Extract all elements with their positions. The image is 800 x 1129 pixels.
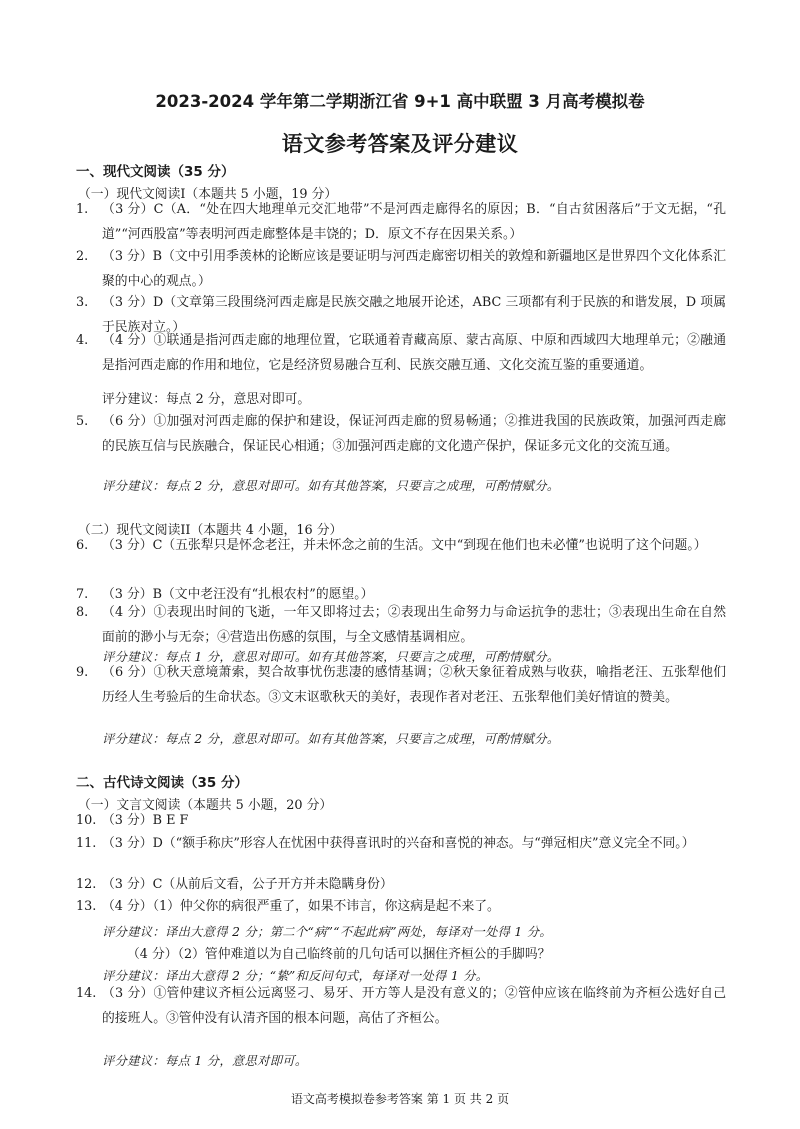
item-number: 11. xyxy=(76,836,97,851)
item-number: 7. xyxy=(76,587,89,602)
scoring-note-8: 评分建议：每点 1 分，意思对即可。如有其他答案，只要言之成理，可酌情赋分。 xyxy=(102,650,560,664)
scoring-note-5: 评分建议：每点 2 分，意思对即可。如有其他答案，只要言之成理，可酌情赋分。 xyxy=(102,479,560,493)
answer-item-12 xyxy=(76,873,726,898)
item-text: （3 分）①管仲建议齐桓公远离竖刁、易牙、开方等人是没有意义的；②管仲应该在临终前为齐桓公选好自己的接班人。③管仲没有认清齐国的根本问题，高估了齐桓公。 xyxy=(102,986,726,1026)
item-number: 9. xyxy=(76,665,89,680)
item-text: （3 分）B E F xyxy=(102,813,189,828)
item-text: （4 分）①联通是指河西走廊的地理位置，它联通着青藏高原、蒙古高原、中原和西域四大地理单元；②融通是指河西走廊的作用和地位，它是经济贸易融合互利、民族交融互通、文化交流互鉴的重要通道。 xyxy=(102,333,726,373)
item-text: （3 分）C（五张犁只是怀念老汪，并未怀念之前的生活。文中“到现在他们也未必懂”也说明了这个问题。） xyxy=(102,538,707,553)
answer-item-5 xyxy=(76,410,726,459)
item-text: （6 分）①秋天意境萧索，契合故事忧伤悲凄的感情基调；②秋天象征着成熟与收获，喻指老汪、五张犁他们历经人生考验后的生命状态。③文末讴歌秋天的美好，表现作者对老汪、五张犁他们美好情谊的赞美。 xyxy=(102,665,726,705)
scoring-note-13-1: 评分建议：译出大意得 2 分；第二个“病”“不起此病”两处，每译对一处得 1 分。 xyxy=(102,925,552,939)
scoring-note-4: 评分建议：每点 2 分，意思对即可。 xyxy=(102,392,311,407)
answer-item-11 xyxy=(76,832,726,857)
answer-item-13 xyxy=(76,895,726,920)
answer-item-14 xyxy=(76,982,726,1031)
part-1-2-heading: （二）现代文阅读II（本题共 4 小题，16 分） xyxy=(78,523,343,538)
item-text: （3 分）C（A．“处在四大地理单元交汇地带”不是河西走廊得名的原因；B．“自古贫困落后”于文无据，“孔道”“河西股富”等表明河西走廊整体是丰饶的；D．原文不存在因果关系。） xyxy=(102,202,726,242)
answer-item-4 xyxy=(76,329,726,378)
item-text: （6 分）①加强对河西走廊的保护和建设，保证河西走廊的贸易畅通；②推进我国的民族政策，加强河西走廊的民族互信与民族融合，保证民心相通；③加强河西走廊的文化遗产保护，保证多元文化的交流互通。 xyxy=(102,414,726,454)
part-1-1-heading: （一）现代文阅读I（本题共 5 小题，19 分） xyxy=(78,187,338,202)
part-2-1-heading: （一）文言文阅读（本题共 5 小题，20 分） xyxy=(78,798,333,813)
item-number: 5. xyxy=(76,414,89,429)
answer-item-9 xyxy=(76,661,726,710)
item-text: （4 分）（1）仲父你的病很严重了，如果不讳言，你这病是起不来了。 xyxy=(102,899,500,914)
item-text: （3 分）D（文章第三段围绕河西走廊是民族交融之地展开论述，ABC 三项都有利于民族的和谐发展，D 项属于民族对立。） xyxy=(102,295,726,335)
answer-item-8 xyxy=(76,601,726,650)
item-text: （3 分）D（“额手称庆”形容人在忧困中获得喜讯时的兴奋和喜悦的神态。与“弹冠相庆”意义完全不同。） xyxy=(102,836,695,851)
scoring-note-13-2: 评分建议：译出大意得 2 分；“絷”和反问句式，每译对一处得 1 分。 xyxy=(102,969,489,983)
scoring-note-14: 评分建议：每点 1 分，意思对即可。 xyxy=(102,1054,308,1068)
answer-item-1 xyxy=(76,198,726,247)
item-number: 8. xyxy=(76,605,89,620)
item-number: 2. xyxy=(76,249,89,264)
item-text: （4 分）①表现出时间的飞逝，一年又即将过去；②表现出生命努力与命运抗争的悲壮；③表现出生命在自然面前的渺小与无奈；④营造出伤感的氛围，与全文感情基调相应。 xyxy=(102,605,726,645)
answer-item-10 xyxy=(76,809,726,834)
item-number: 12. xyxy=(76,877,97,892)
item-number: 3. xyxy=(76,295,89,310)
item-number: 4. xyxy=(76,333,89,348)
answer-item-2 xyxy=(76,245,726,294)
item-number: 13. xyxy=(76,899,97,914)
page-footer: 语文高考模拟卷参考答案 第 1 页 共 2 页 xyxy=(290,1092,510,1106)
item-text: （3 分）C（从前后文看，公子开方并未隐瞒身份） xyxy=(102,877,393,892)
scoring-note-9: 评分建议：每点 2 分，意思对即可。如有其他答案，只要言之成理，可酌情赋分。 xyxy=(102,732,560,746)
item-number: 10. xyxy=(76,813,97,828)
item-text: （3 分）B（文中老汪没有“扎根农村”的愿望。） xyxy=(102,587,374,602)
page-title: 2023-2024 学年第二学期浙江省 9+1 高中联盟 3 月高考模拟卷 xyxy=(155,92,645,111)
item-number: 6. xyxy=(76,538,89,553)
answer-item-13-2: （4 分）（2）管仲难道以为自己临终前的几句话可以捆住齐桓公的手脚吗？ xyxy=(127,947,551,962)
item-number: 1. xyxy=(76,202,89,217)
item-text: （3 分）B（文中引用季羡林的论断应该是要证明与河西走廊密切相关的敦煌和新疆地区是世界四个文化体系汇聚的中心的观点。） xyxy=(102,249,726,289)
answer-item-6 xyxy=(76,534,726,559)
section-1-heading: 一、现代文阅读（35 分） xyxy=(76,164,235,180)
item-number: 14. xyxy=(76,986,97,1001)
section-2-heading: 二、古代诗文阅读（35 分） xyxy=(76,775,248,791)
page-subtitle: 语文参考答案及评分建议 xyxy=(281,132,519,156)
